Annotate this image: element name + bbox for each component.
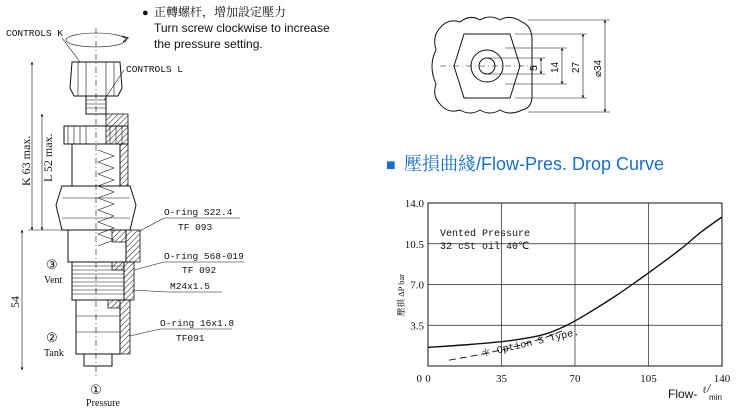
y-tick-label: 14.0 bbox=[404, 198, 424, 210]
note-english-line1: Turn screw clockwise to increase bbox=[154, 21, 330, 35]
pressure-port-number: ① bbox=[90, 382, 102, 397]
pressure-drop-chart bbox=[396, 198, 731, 402]
option-s-label: ＊ Option S Type. bbox=[480, 327, 581, 361]
grid bbox=[428, 203, 722, 366]
note-bullet: ● bbox=[142, 7, 149, 19]
controls-k-leader bbox=[62, 38, 80, 62]
dim-54-label: 54 bbox=[8, 296, 22, 308]
dim-5-label: 5 bbox=[529, 65, 540, 71]
y-tick-label: 3.5 bbox=[410, 320, 424, 333]
dim-14-label: 14 bbox=[550, 61, 561, 73]
oring3-leader bbox=[130, 329, 160, 336]
oring2-leader bbox=[134, 262, 164, 270]
y-tick-label-zero: 0 bbox=[416, 373, 422, 385]
knob-outline-top bbox=[432, 17, 532, 113]
controls-l-label: CONTROLS L bbox=[126, 64, 184, 75]
oring3-code: TF091 bbox=[176, 333, 205, 344]
thread-leader bbox=[132, 290, 168, 292]
oring1-leader bbox=[138, 218, 164, 232]
tick-labels bbox=[405, 198, 731, 385]
x-axis-unit-slash bbox=[707, 384, 711, 392]
top-view bbox=[432, 17, 610, 113]
curve-title: 壓損曲綫/Flow-Pres. Drop Curve bbox=[404, 154, 665, 174]
x-tick-label: 35 bbox=[496, 373, 507, 385]
tank-port-number: ② bbox=[46, 330, 58, 345]
oring1-code: TF 093 bbox=[178, 222, 213, 233]
y-tick-label: 10.5 bbox=[404, 238, 424, 251]
oring2-code: TF 092 bbox=[182, 265, 217, 276]
annotation-oil: 32 cSt oil 40℃ bbox=[440, 242, 530, 253]
curve-heading bbox=[386, 154, 664, 174]
x-axis-unit-denominator: min bbox=[709, 393, 722, 402]
x-tick-label: 70 bbox=[569, 373, 581, 385]
sleeve-section-hatch bbox=[108, 300, 130, 354]
dim-34-label: ⌀34 bbox=[593, 59, 604, 77]
adjust-note bbox=[142, 4, 330, 51]
dim-l-label: L 52 max. bbox=[41, 133, 55, 182]
y-axis-label: 壓損 ΔP bar bbox=[396, 274, 406, 316]
x-axis-label bbox=[668, 384, 722, 402]
vent-port-number: ③ bbox=[46, 257, 58, 272]
cartridge-section-hatch bbox=[112, 230, 140, 262]
vent-port-label: Vent bbox=[44, 275, 63, 286]
controls-k-label: CONTROLS K bbox=[6, 28, 64, 39]
oring3-label: O-ring 16x1.8 bbox=[160, 318, 235, 329]
dim-k-label: K 63 max. bbox=[19, 135, 33, 186]
x-axis-label-main: Flow- bbox=[668, 387, 698, 401]
housing-section-hatch bbox=[106, 114, 128, 186]
note-chinese: 正轉螺杆，增加設定壓力 bbox=[154, 5, 287, 19]
x-tick-label: 0 bbox=[425, 373, 431, 385]
dim-27-label: 27 bbox=[571, 61, 582, 73]
x-tick-label: 105 bbox=[640, 373, 657, 385]
oring2-label: O-ring 568-019 bbox=[164, 251, 244, 262]
pressure-port-tip bbox=[84, 354, 112, 366]
thread-label: M24x1.5 bbox=[170, 281, 210, 292]
annotation-vented-pressure: Vented Pressure bbox=[440, 229, 531, 240]
heading-square-icon: ■ bbox=[386, 157, 396, 174]
x-tick-label: 140 bbox=[713, 373, 731, 385]
x-axis-unit-numerator: ℓ bbox=[703, 385, 706, 395]
note-english-line2: the pressure setting. bbox=[154, 37, 263, 51]
valve-cross-section bbox=[6, 28, 244, 408]
sleeve-grooves bbox=[76, 316, 120, 332]
tank-port-label: Tank bbox=[44, 348, 64, 359]
oring1-label: O-ring S22.4 bbox=[164, 207, 233, 218]
y-tick-label: 7.0 bbox=[410, 279, 424, 292]
pressure-port-label: Pressure bbox=[86, 398, 120, 408]
